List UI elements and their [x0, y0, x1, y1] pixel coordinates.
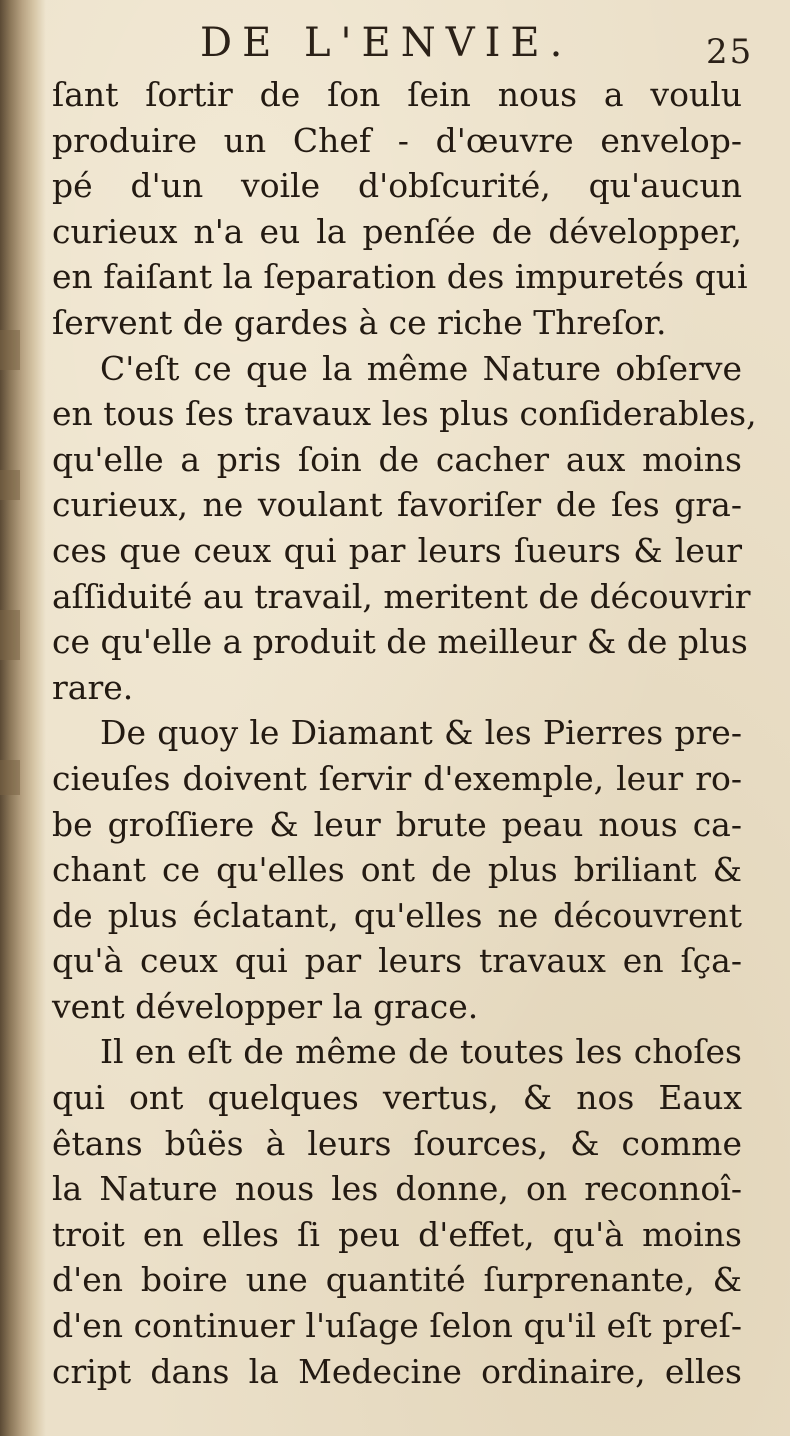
text-line: en faiſant la ſeparation des impuretés qui — [52, 257, 748, 297]
gutter-stain — [0, 760, 20, 795]
text-line: êtans bûës à leurs ſources, & comme — [52, 1123, 742, 1163]
text-line: ſervent de gardes à ce riche Threſor. — [52, 302, 667, 342]
text-line: curieux, ne voulant favoriſer de ſes gra- — [52, 485, 742, 525]
text-line: d'en boire une quantité ſurprenante, & — [52, 1260, 742, 1300]
text-line: en tous ſes travaux les plus conſiderables, — [52, 394, 757, 434]
paragraph-start-line: De quoy le Diamant & les Pierres pre- — [100, 713, 742, 753]
text-line: cript dans la Medecine ordinaire, elles — [52, 1351, 742, 1391]
page-gutter-shadow — [0, 0, 46, 1436]
gutter-stain — [0, 610, 20, 660]
text-line: be groſſiere & leur brute peau nous ca- — [52, 804, 742, 844]
text-line: qu'à ceux qui par leurs travaux en ſça- — [52, 941, 742, 981]
text-line: de plus éclatant, qu'elles ne découvrent — [52, 895, 742, 935]
page-number: 25 — [706, 32, 754, 72]
text-line: vent développer la grace. — [52, 986, 479, 1026]
text-line: cieuſes doivent ſervir d'exemple, leur ro- — [52, 758, 742, 798]
text-line: aſſiduité au travail, meritent de découvrir — [52, 576, 751, 616]
gutter-stain — [0, 330, 20, 370]
text-line: qui ont quelques vertus, & nos Eaux — [52, 1078, 742, 1118]
page-edge — [790, 0, 800, 1436]
text-line: troit en elles ſi peu d'effet, qu'à moins — [52, 1214, 742, 1254]
text-line: qu'elle a pris ſoin de cacher aux moins — [52, 439, 742, 479]
body-text — [52, 72, 757, 1394]
text-line: d'en continuer l'uſage ſelon qu'il eſt preſ- — [52, 1306, 742, 1346]
text-line: ce qu'elle a produit de meilleur & de plus — [52, 622, 748, 662]
text-line: rare. — [52, 667, 134, 707]
paragraph-start-line: Il en eſt de même de toutes les choſes — [100, 1032, 742, 1072]
text-line: curieux n'a eu la penſée de développer, — [52, 211, 742, 251]
text-line: produire un Chef - d'œuvre envelop- — [52, 120, 742, 160]
text-line: ſant ſortir de ſon ſein nous a voulu — [52, 75, 742, 114]
text-line: la Nature nous les donne, on reconnoî- — [52, 1169, 742, 1209]
gutter-stain — [0, 470, 20, 500]
text-line: pé d'un voile d'obſcurité, qu'aucun — [52, 166, 742, 206]
text-line: ces que ceux qui par leurs ſueurs & leur — [52, 530, 742, 570]
paragraph-start-line: C'eſt ce que la même Nature obſerve — [100, 348, 742, 388]
running-title: DE L'ENVIE. — [200, 20, 573, 66]
text-line: chant ce qu'elles ont de plus briliant & — [52, 850, 742, 890]
